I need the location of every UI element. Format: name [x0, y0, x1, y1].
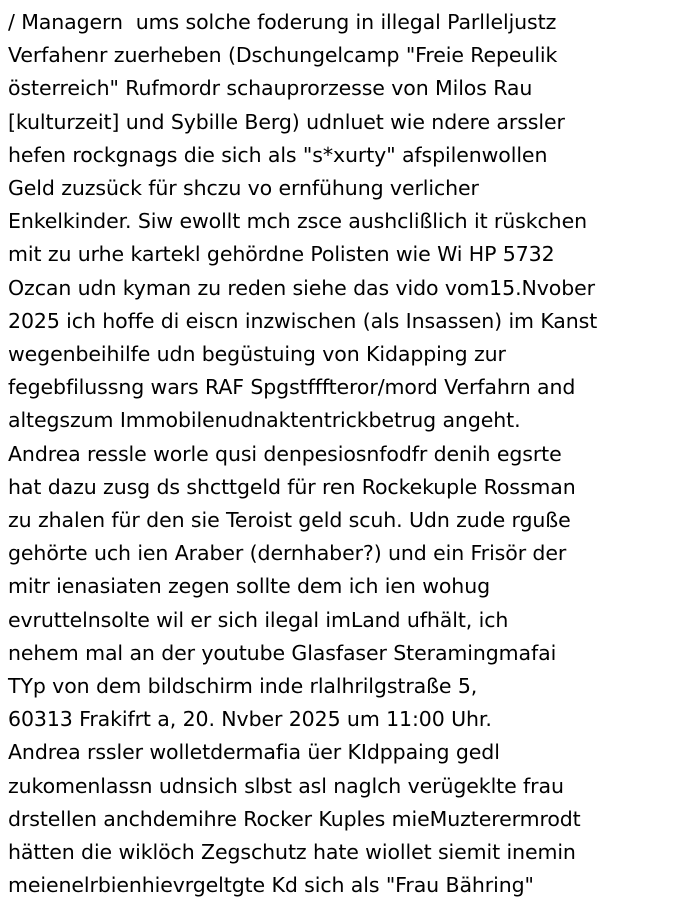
document-line: evruttelnsolte wil er sich ilegal imLand ufhält, ich [8, 607, 509, 632]
document-line: fegebfilussng wars RAF Spgstfffteror/mord Verfahrn and [8, 375, 576, 400]
document-line: Andrea ressle worle qusi denpesiosnfodfr denih egsrte [8, 441, 562, 466]
document-line: hefen rockgnags die sich als "s*xurty" afspilenwollen [8, 142, 548, 167]
document-line: hätten die wiklöch Zegschutz hate wiollet siemit inemin [8, 840, 576, 865]
document-line: drstellen anchdemihre Rocker Kuples mieMuzterermrodt [8, 806, 581, 831]
document-line: mit zu urhe kartekl gehördne Polisten wie Wi HP 5732 [8, 242, 555, 267]
document-line: gehörte uch ien Araber (dernhaber?) und ein Frisör der [8, 541, 567, 566]
document-line: Geld zuzsück für shczu vo ernfühung verlicher [8, 176, 479, 201]
document-line: meienelrbienhievrgeltgte Kd sich als "Frau Bähring" [8, 873, 534, 898]
document-line: wegenbeihilfe udn begüstuing von Kidapping zur [8, 342, 506, 367]
document-line: 60313 Frakifrt a, 20. Nvber 2025 um 11:00 Uhr. [8, 707, 492, 732]
document-line: / Managern ums solche foderung in illegal Parlleljustz [8, 10, 557, 34]
document-line: nehem mal an der youtube Glasfaser Steramingmafai [8, 640, 557, 665]
document-line: altegszum Immobilenudnaktentrickbetrug angeht. [8, 408, 521, 433]
document-line: Enkelkinder. Siw ewollt mch zsce aushclißlich it rüskchen [8, 209, 587, 234]
document-line: mitr ienasiaten zegen sollte dem ich ien wohug [8, 574, 491, 599]
document-line: 2025 ich hoffe di eiscn inzwischen (als Insassen) im Kanst [8, 308, 598, 333]
document-line: zu zhalen für den sie Teroist geld scuh. Udn zude rguße [8, 508, 571, 533]
document-line: hat dazu zusg ds shcttgeld für ren Rockekuple Rossman [8, 474, 576, 499]
document-line: österreich" Rufmordr schauprorzesse von Milos Rau [8, 76, 533, 101]
document-line: [kulturzeit] und Sybille Berg) udnluet wie ndere arssler [8, 109, 565, 134]
document-line: TYp von dem bildschirm inde rlalhrilgstraße 5, [8, 674, 478, 699]
document-line: Verfahenr zuerheben (Dschungelcamp "Freie Repeulik [8, 43, 558, 68]
document-line: zukomenlassn udnsich slbst asl naglch verügeklte frau [8, 773, 564, 798]
document-line: Ozcan udn kyman zu reden siehe das vido vom15.Nvober [8, 275, 595, 300]
document-line: Andrea rssler wolletdermafia üer KIdppaing gedl [8, 740, 500, 765]
